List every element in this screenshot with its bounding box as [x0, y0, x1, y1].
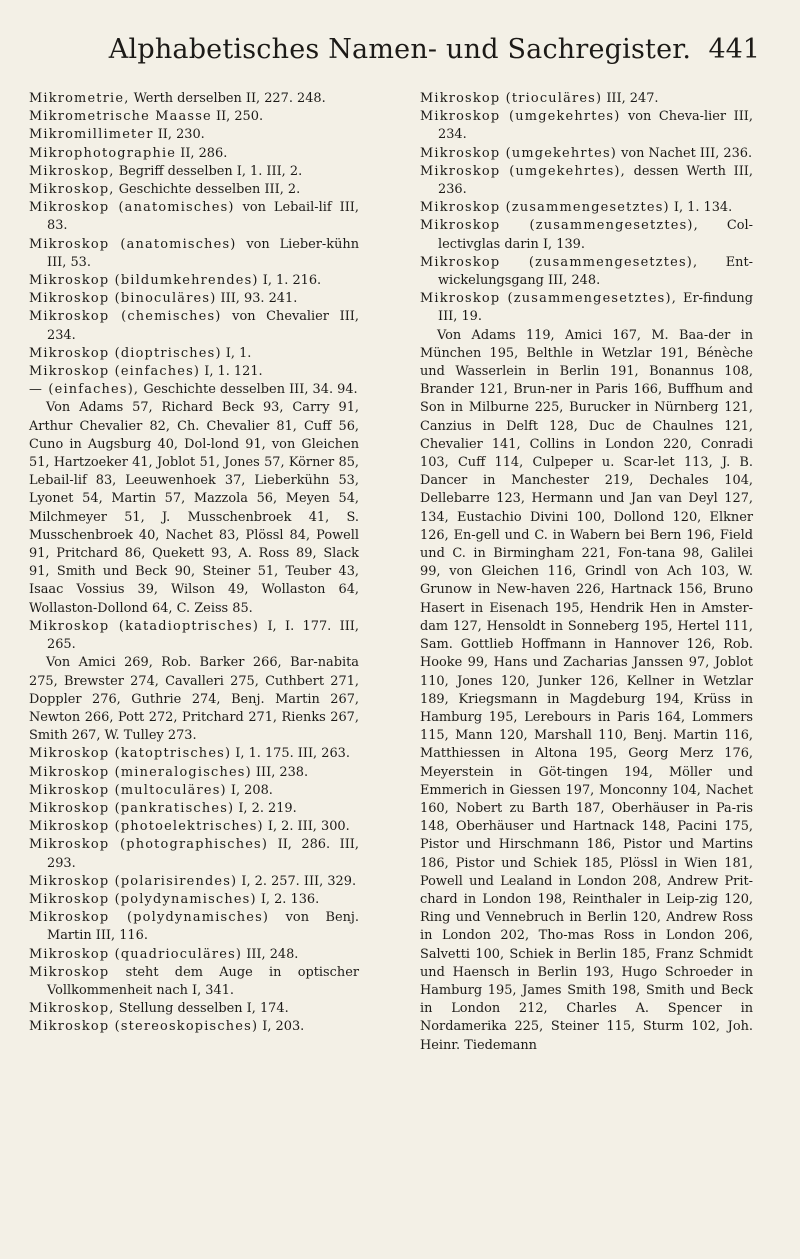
entry-text: I, 1. 216.	[258, 273, 322, 289]
index-entry	[29, 1000, 359, 1018]
right-column	[420, 90, 753, 1055]
left-column	[29, 90, 359, 1037]
entry-text: Col-lectivglas darin I, 139.	[438, 218, 753, 252]
entry-heading: Mikrometrie,	[29, 91, 130, 106]
entry-heading: Mikroskop (polydynamisches)	[29, 910, 270, 926]
index-entry	[29, 199, 359, 235]
entry-text: Er-findung III, 19.	[438, 291, 753, 325]
entry-heading: Mikroskop (photoelektrisches)	[29, 819, 264, 835]
entry-text: I, 2. 219.	[234, 800, 297, 816]
entry-heading: Mikroskop (polarisirendes)	[29, 873, 238, 889]
entry-heading: Mikroskop (quadrioculäres)	[29, 946, 243, 962]
entry-text: II, 230.	[153, 127, 205, 143]
index-entry	[29, 290, 359, 308]
entry-text: von Lieber-kühn III, 53.	[47, 236, 360, 270]
index-entry	[420, 145, 753, 163]
entry-heading: Mikroskop (umgekehrtes)	[420, 145, 617, 161]
entry-text: I, 2. III, 300.	[263, 819, 350, 835]
entry-heading: Mikroskop (polydynamisches)	[29, 891, 257, 907]
index-entry	[29, 891, 359, 909]
entry-heading: Mikroskop (dioptrisches)	[29, 345, 222, 361]
entry-text: Geschichte desselben III, 2.	[114, 182, 301, 198]
entry-heading: Mikroskop (einfaches)	[29, 364, 201, 380]
entry-heading: Mikroskop (katadioptrisches)	[29, 618, 260, 634]
index-entry	[29, 181, 359, 199]
index-entry	[420, 199, 753, 217]
entry-text: I, 2. 257. III, 329.	[237, 873, 357, 889]
index-entry	[29, 1018, 359, 1036]
paragraph: Von Adams 119, Amici 167, M. Baa-der in München 195, Belthle in Wetzlar 191, Bénèche und Wasserlein in Berlin 191, Bonannus 108, Brander 121, Brun-ner in Paris 166, Buffhum and Son in Milburne 225, Burucker in Nürnberg 121, Canzius in Delft 128, Duc de Chaulnes 121, Chevalier 141, Collins in London 220, Conradi 103, Cuff 114, Culpeper u. Scar-let 113, J. B. Dancer in Manchester 219, Dechales 104, Dellebarre 123, Hermann und Jan van Deyl 127, 134, Eustachio Divini 100, Dollond 120, Elkner 126, En-gell und C. in Wabern bei Bern 196, Field und C. in Birmingham 221, Fon-tana 98, Galilei 99, von Gleichen 116, Grindl von Ach 103, W. Grunow in New-haven 226, Hartnack 156, Bruno Hasert in Eisenach 195, Hendrik Hen in Amster-dam 127, Hensoldt in Sonneberg 195, Hertel 111, Sam. Gottlieb Hoffmann in Hannover 126, Rob. Hooke 99, Hans und Zacharias Janssen 97, Joblot 110, Jones 120, Junker 126, Kellner in Wetzlar 189, Kriegsmann in Magdeburg 194, Krüss in Hamburg 195, Lerebours in Paris 164, Lommers 115, Mann 120, Marshall 110, Benj. Martin 116, Matthiessen in Altona 195, Georg Merz 176, Meyerstein in Göt-tingen 194, Möller und Emmerich in Giessen 197, Monconny 104, Nachet 160, Nobert zu Barth 187, Oberhäuser in Pa-ris 148, Oberhäuser und Hartnack 148, Pacini 175, Pistor und Hirschmann 186, Pistor und Martins 186, Pistor und Schiek 185, Plössl in Wien 181, Powell und Lealand in London 208, Andrew Prit-chard in London 198, Reinthaler in Leip-zig 120, Ring und Vennebruch in Berlin 120, Andrew Ross in London 202, Tho-mas Ross in London 206, Salvetti 100, Schiek in Berlin 185, Franz Schmidt und Haensch in Berlin 193, Hugo Schroeder in Hamburg 195, James Smith 198, Smith und Beck in London 212, Charles A. Spencer in Nordamerika 225, Steiner 115, Sturm 102, Joh. Heinr. Tiedemann	[420, 327, 753, 1053]
entry-heading: Mikroskop (trioculäres)	[420, 91, 603, 106]
entry-heading: Mikroskop,	[29, 182, 115, 198]
entry-heading: Mikroskop (zusammengesetztes),	[420, 254, 699, 270]
entry-text: Werth derselben II, 227. 248.	[129, 91, 326, 106]
entry-heading: Mikrometrische Maasse	[29, 109, 212, 125]
entry-heading: Mikroskop (multoculäres)	[29, 782, 227, 798]
index-entry	[29, 764, 359, 782]
entry-text: von Cheva-lier III, 234.	[438, 109, 753, 143]
index-entry	[420, 90, 753, 108]
index-entry	[29, 782, 359, 800]
entry-text: I, 1. 175. III, 263.	[231, 746, 350, 762]
index-entry	[29, 909, 359, 945]
index-entry	[29, 308, 359, 344]
entry-heading: Mikroskop (stereoskopisches)	[29, 1019, 259, 1035]
entry-text: III, 247.	[602, 91, 659, 106]
entry-heading: Mikroskop (pankratisches)	[29, 800, 235, 816]
entry-heading: Mikroskop (umgekehrtes)	[420, 109, 621, 125]
index-entry	[420, 254, 753, 290]
entry-text: von Lebail-lif III, 83.	[47, 200, 359, 234]
entry-heading: Mikroskop (bildumkehrendes)	[29, 273, 259, 289]
entry-text: Begriff desselben I, 1. III, 2.	[114, 163, 303, 179]
index-entry	[29, 145, 359, 163]
page-number: 441	[708, 34, 760, 65]
index-entry	[29, 345, 359, 363]
index-entry	[29, 836, 359, 872]
entry-text: Geschichte desselben III, 34. 94.	[139, 382, 358, 398]
entry-heading: Mikroskop	[29, 964, 110, 980]
index-entry	[29, 381, 359, 399]
entry-heading: Mikroskop (katoptrisches)	[29, 746, 232, 762]
entry-text: II, 286. III, 293.	[47, 837, 359, 871]
entry-text: von Benj. Martin III, 116.	[47, 910, 360, 944]
index-entry	[29, 236, 359, 272]
entry-heading: Mikromillimeter	[29, 127, 154, 143]
entry-text: II, 250.	[211, 109, 264, 125]
entry-text: I, 1. 121.	[200, 364, 263, 380]
entry-heading: Mikroskop (anatomisches)	[29, 236, 237, 252]
entry-text: III, 93. 241.	[216, 291, 298, 307]
entry-heading: Mikroskop (chemisches)	[29, 309, 222, 325]
entry-text: dessen Werth III, 236.	[438, 163, 753, 198]
entry-text: von Chevalier III, 234.	[47, 309, 359, 343]
entry-heading: Mikroskop (anatomisches)	[29, 200, 235, 216]
entry-text: II, 286.	[176, 145, 228, 161]
index-entry	[29, 800, 359, 818]
index-entry	[29, 873, 359, 891]
entry-text: I, 2. 136.	[256, 891, 320, 907]
index-entry	[29, 272, 359, 290]
entry-heading: Mikroskop,	[29, 1001, 115, 1017]
entry-text: Ent-wickelungsgang III, 248.	[438, 254, 753, 289]
page-header	[20, 30, 780, 70]
entry-heading: — (einfaches),	[29, 382, 140, 398]
entry-text: III, 248.	[242, 946, 299, 962]
index-entry	[420, 290, 753, 326]
entry-text: I, 203.	[258, 1019, 305, 1035]
entry-heading: Mikroskop (zusammengesetztes)	[420, 200, 670, 216]
entry-heading: Mikroskop,	[29, 163, 115, 179]
paragraph: Von Amici 269, Rob. Barker 266, Bar-nabita 275, Brewster 274, Cavalleri 275, Cuthbert 271, Doppler 276, Guthrie 274, Benj. Martin 267, Newton 266, Pott 272, Pritchard 271, Rienks 267, Smith 267, W. Tulley 273.	[29, 655, 359, 744]
entry-heading: Mikroskop (umgekehrtes),	[420, 163, 626, 179]
index-entry	[29, 946, 359, 964]
entry-heading: Mikroskop (photographisches)	[29, 837, 269, 853]
entry-heading: Mikroskop (zusammengesetztes),	[420, 291, 677, 307]
index-entry	[29, 108, 359, 126]
entry-text: I, I. 177. III, 265.	[47, 618, 359, 653]
page-title: Alphabetisches Namen- und Sachregister.	[108, 34, 692, 65]
entry-text: I, 208.	[226, 782, 273, 798]
index-entry	[420, 163, 753, 199]
entry-heading: Mikroskop (mineralogisches)	[29, 764, 252, 780]
index-entry	[29, 964, 359, 1000]
entry-text: steht dem Auge in optischer Vollkommenheit nach I, 341.	[47, 964, 359, 998]
index-entry	[29, 363, 359, 381]
index-entry	[29, 163, 359, 181]
index-entry	[29, 745, 359, 763]
index-entry	[420, 108, 753, 144]
index-entry	[29, 126, 359, 144]
paragraph: Von Adams 57, Richard Beck 93, Carry 91, Arthur Chevalier 82, Ch. Chevalier 81, Cuff 56, Cuno in Augsburg 40, Dol-lond 91, von Gleichen 51, Hartzoeker 41, Joblot 51, Jones 57, Körner 85, Lebail-lif 83, Leeuwenhoek 37, Lieberkühn 53, Lyonet 54, Martin 57, Mazzola 56, Meyen 54, Milchmeyer 51, J. Musschenbroek 41, S. Musschenbroek 40, Nachet 83, Plössl 84, Powell 91, Pritchard 86, Quekett 93, A. Ross 89, Slack 91, Smith und Beck 90, Steiner 51, Teuber 43, Isaac Vossius 39, Wilson 49, Wollaston 64, Wollaston-Dollond 64, C. Zeiss 85.	[29, 400, 359, 616]
index-entry	[29, 818, 359, 836]
entry-text: I, 1. 134.	[669, 200, 733, 216]
entry-text: von Nachet III, 236.	[617, 145, 753, 161]
entry-text: III, 238.	[251, 764, 309, 780]
index-entry	[420, 217, 753, 253]
index-entry	[29, 90, 359, 108]
index-entry	[29, 618, 359, 654]
entry-text: I, 1.	[221, 345, 252, 361]
entry-heading: Mikroskop (binoculäres)	[29, 291, 217, 307]
entry-text: Stellung desselben I, 174.	[114, 1001, 289, 1017]
entry-heading: Mikrophotographie	[29, 145, 177, 161]
entry-heading: Mikroskop (zusammengesetztes),	[420, 218, 699, 234]
